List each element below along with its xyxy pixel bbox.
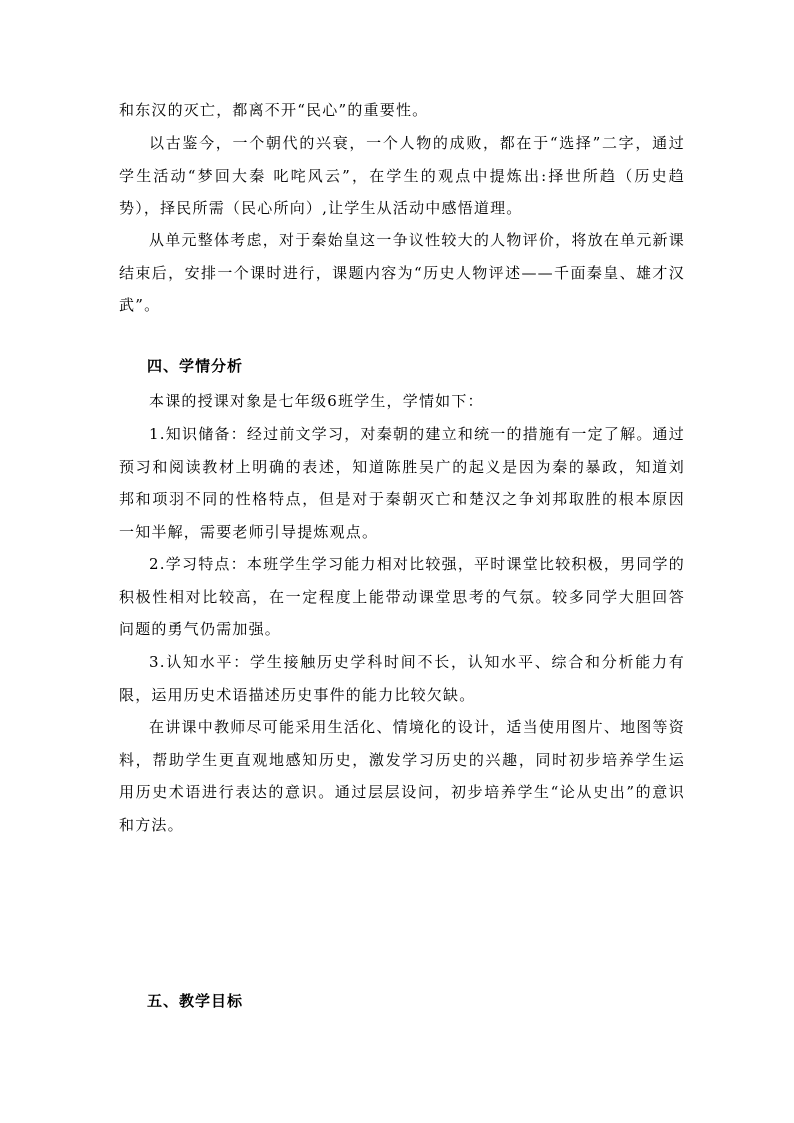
paragraph-continuation: 和东汉的灭亡，都离不开“民心”的重要性。 bbox=[119, 101, 429, 119]
paragraph-cognition: 3.认知水平：学生接触历史学科时间不长，认知水平、综合和分析能力有限，运用历史术语描述历史事件的能力比较欠缺。 bbox=[119, 653, 685, 704]
paragraph-knowledge: 1.知识储备：经过前文学习，对秦朝的建立和统一的措施有一定了解。通过预习和阅读教材上明确的表述，知道陈胜吴广的起义是因为秦的暴政，知道刘邦和项羽不同的性格特点，但是对于秦朝灭亡和楚汉之争刘邦取胜的根本原因一知半解，需要老师引导提炼观点。 bbox=[119, 425, 685, 541]
paragraph-unit-plan: 从单元整体考虑，对于秦始皇这一争议性较大的人物评价，将放在单元新课结束后，安排一个课时进行，课题内容为“历史人物评述——千面秦皇、雄才汉武”。 bbox=[119, 231, 685, 314]
section-heading-learning-analysis: 四、学情分析 bbox=[147, 357, 244, 375]
paragraph-intro: 本课的授课对象是七年级6班学生，学情如下： bbox=[149, 392, 484, 410]
section-heading-teaching-goals: 五、教学目标 bbox=[147, 992, 244, 1010]
paragraph-teaching-method: 在讲课中教师尽可能采用生活化、情境化的设计，适当使用图片、地图等资料，帮助学生更直观地感知历史，激发学习历史的兴趣，同时初步培养学生运用历史术语进行表达的意识。通过层层设问，初步培养学生“论从史出”的意识和方法。 bbox=[119, 718, 685, 834]
paragraph-choice: 以古鉴今，一个朝代的兴衰，一个人物的成败，都在于“选择”二字，通过学生活动“梦回大秦 叱咤风云”，在学生的观点中提炼出:择世所趋（历史趋势），择民所需（民心所向）,让学生从活动中感悟道理。 bbox=[119, 134, 685, 217]
paragraph-learning-traits: 2.学习特点：本班学生学习能力相对比较强，平时课堂比较积极，男同学的积极性相对比较高，在一定程度上能带动课堂思考的气氛。较多同学大胆回答问题的勇气仍需加强。 bbox=[119, 555, 685, 638]
